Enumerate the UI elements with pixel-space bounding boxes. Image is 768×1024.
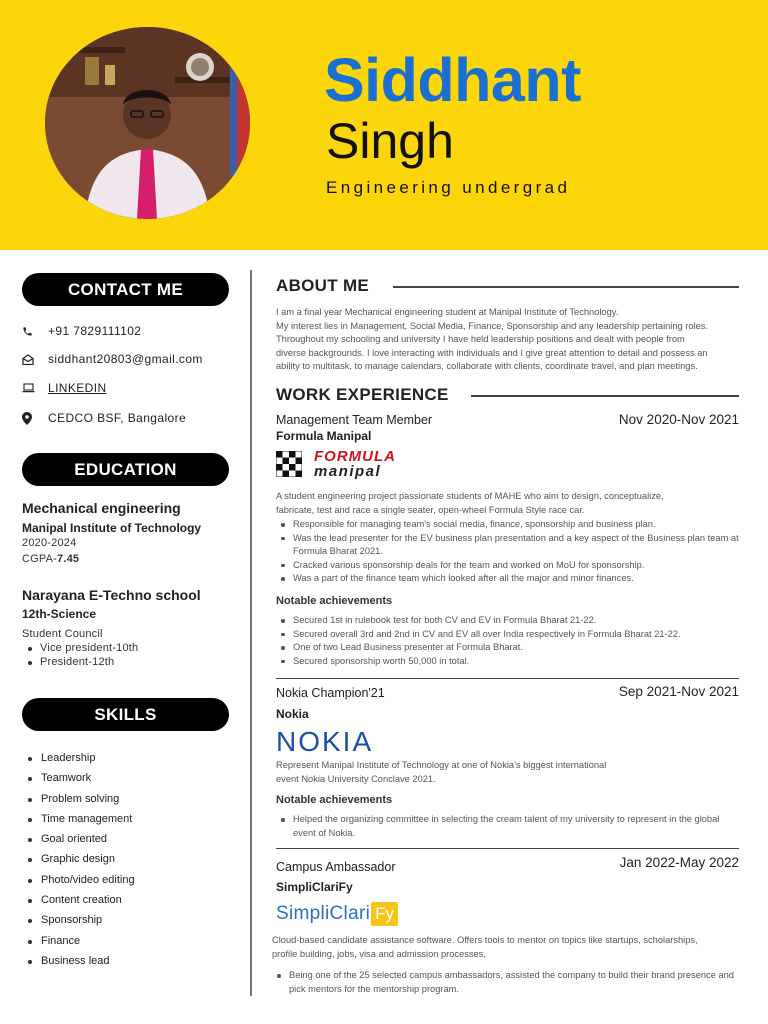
job1-company: Formula Manipal	[276, 429, 372, 443]
job1-desc-line: A student engineering project passionate students of MAHE who aim to design, conceptualize,	[276, 491, 664, 501]
phone-number: +91 7829111102	[48, 324, 142, 338]
list-item: Was a part of the finance team which looked after all the major and minor finances.	[276, 572, 741, 586]
degree-title: Mechanical engineering	[22, 500, 181, 516]
nokia-logo: NOKIA	[276, 726, 374, 757]
skill-item: Graphic design	[41, 853, 135, 873]
manipal-logo-text: manipal	[314, 463, 382, 480]
cgpa	[22, 553, 79, 565]
job1-desc-line: fabricate, test and race a single seater, open-wheel Formula Style race car.	[276, 504, 585, 515]
work-rule	[471, 395, 739, 397]
location-pin-icon	[22, 409, 48, 427]
skill-item: Leadership	[41, 752, 135, 772]
profile-photo	[45, 27, 250, 219]
about-line: diverse backgrounds. I love interacting with individuals and I give great attention to detail and possess an	[276, 347, 708, 358]
list-item: Responsible for managing team's social media, finance, sponsorship and business plan.	[276, 518, 741, 532]
about-heading: ABOUT ME	[276, 276, 370, 295]
job-divider	[276, 678, 739, 679]
job2-company: Nokia	[276, 707, 309, 721]
job2-desc-line: Represent Manipal Institute of Technology at one of Nokia's biggest international	[276, 760, 607, 770]
list-item: President-12th	[40, 656, 138, 670]
job2-achievements-label: Notable achievements	[276, 794, 393, 806]
job3-description	[272, 934, 742, 961]
skill-item: Photo/video editing	[41, 874, 135, 894]
job1-description	[276, 490, 741, 517]
job1-achievements	[276, 614, 741, 668]
job1-role: Management Team Member	[276, 413, 433, 427]
column-divider	[250, 270, 252, 996]
contact-heading: CONTACT ME	[22, 273, 229, 306]
skill-item: Goal oriented	[41, 833, 135, 853]
skill-item: Time management	[41, 813, 135, 833]
job1-bullets	[276, 518, 741, 586]
job3-bullets	[272, 969, 737, 996]
linkedin-link[interactable]: LINKEDIN	[48, 381, 107, 395]
list-item: One of two Lead Business presenter at Formula Bharat.	[276, 641, 741, 655]
contact-linkedin	[22, 379, 107, 397]
job-divider	[276, 848, 739, 849]
list-item: Secured sponsorship worth 50,000 in total.	[276, 655, 741, 669]
fy-logo-badge: Fy	[371, 902, 398, 926]
formula-manipal-logo	[276, 449, 416, 479]
student-council: Student Council	[22, 628, 103, 640]
job1-dates: Nov 2020-Nov 2021	[618, 412, 739, 427]
tagline: Engineering undergrad	[326, 178, 571, 197]
job3-role: Campus Ambassador	[276, 860, 396, 874]
simpliclarify-logo	[276, 900, 398, 928]
skills-heading: SKILLS	[22, 698, 229, 731]
job3-company: SimpliClariFy	[276, 880, 353, 894]
first-name: Siddhant	[324, 46, 581, 114]
skill-item: Content creation	[41, 894, 135, 914]
envelope-open-icon	[22, 350, 48, 368]
school-name: Narayana E-Techno school	[22, 587, 201, 603]
education-heading: EDUCATION	[22, 453, 229, 486]
skills-list	[41, 752, 135, 975]
laptop-icon	[22, 379, 48, 397]
work-heading: WORK EXPERIENCE	[276, 385, 449, 404]
school-stream: 12th-Science	[22, 607, 97, 621]
contact-location	[22, 409, 186, 427]
list-item: Helped the organizing committee in selecting the cream talent of my university to represent in the global event of Nokia.	[276, 813, 741, 840]
about-text	[276, 306, 751, 374]
job1-achievements-label: Notable achievements	[276, 595, 393, 607]
cgpa-value: 7.45	[57, 553, 80, 565]
contact-phone	[22, 322, 141, 340]
job2-desc-line: event Nokia University Conclave 2021.	[276, 773, 436, 784]
contact-email	[22, 350, 203, 368]
about-line: Throughout my schooling and university I have held leadership positions and dealt with people from	[276, 334, 685, 345]
about-line: I am a final year Mechanical engineering student at Manipal Institute of Technology.	[276, 307, 619, 317]
about-line: My interest lies in Management, Social Media, Finance, Sponsorship and any leadership pertaining roles.	[276, 320, 709, 331]
job2-achievements	[276, 813, 741, 840]
cgpa-label: CGPA-	[22, 553, 58, 565]
job3-dates: Jan 2022-May 2022	[619, 855, 739, 870]
job3-desc-line: profile building, jobs, visa and admission processes,	[272, 948, 486, 959]
skill-item: Sponsorship	[41, 914, 135, 934]
skill-item: Finance	[41, 935, 135, 955]
formula-logo-text: FORMULA	[314, 448, 396, 465]
council-roles	[40, 642, 138, 670]
about-rule	[393, 286, 739, 288]
email-address[interactable]: siddhant20803@gmail.com	[48, 352, 203, 366]
list-item: Secured 1st in rulebook test for both CV and EV in Formula Bharat 21-22.	[276, 614, 741, 628]
phone-icon	[22, 322, 48, 340]
profile-photo-illustration	[45, 27, 250, 219]
skill-item: Teamwork	[41, 772, 135, 792]
job3-desc-line: Cloud-based candidate assistance software. Offers tools to mentor on topics like startups, scholarships,	[272, 935, 698, 945]
job2-role: Nokia Champion'21	[276, 686, 385, 700]
location-text: CEDCO BSF, Bangalore	[48, 411, 187, 425]
college-name: Manipal Institute of Technology	[22, 521, 202, 535]
job2-description	[276, 759, 741, 786]
college-years: 2020-2024	[22, 537, 77, 549]
list-item: Vice president-10th	[40, 642, 139, 654]
list-item: Was the lead presenter for the EV business plan presentation and a key aspect of the Business plan team at Formula Bharat 2021.	[276, 532, 741, 559]
skill-item: Problem solving	[41, 793, 135, 813]
checkered-flag-icon	[276, 451, 302, 477]
about-line: ability to multitask, to manage calendars, collaborate with clients, coordinate travel, and plan meetings.	[276, 361, 698, 372]
skill-item: Business lead	[41, 955, 135, 975]
list-item: Being one of the 25 selected campus ambassadors, assisted the company to build their brand presence and pick mentors for the mentorship program.	[272, 969, 737, 996]
list-item: Cracked various sponsorship deals for the team and worked on MoU for sponsorship.	[276, 559, 741, 573]
list-item: Secured overall 3rd and 2nd in CV and EV all over India respectively in Formula Bharat 21-22.	[276, 628, 741, 642]
job2-dates: Sep 2021-Nov 2021	[618, 684, 739, 699]
simpli-logo-text: SimpliClari	[276, 903, 371, 924]
last-name: Singh	[326, 113, 454, 169]
